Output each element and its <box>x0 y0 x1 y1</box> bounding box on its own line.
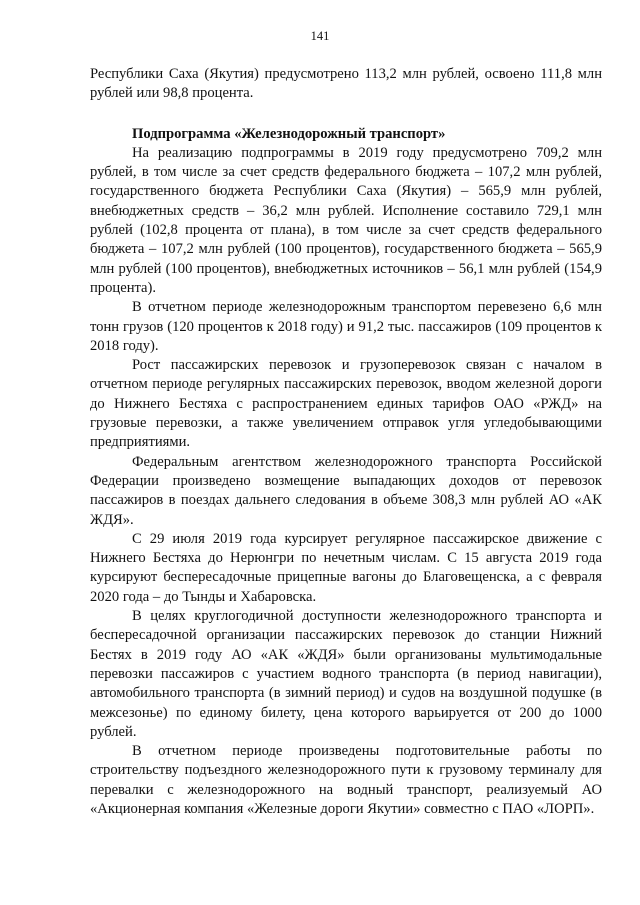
paragraph-federal-compensation: Федеральным агентством железнодорожного транспорта Российской Федерации произведено возмещение выпадающих доходов от перевозок пассажиров в поездах дальнего следования в объеме 308,3 млн рублей АО «АК ЖДЯ». <box>90 453 602 528</box>
document-body <box>90 65 602 819</box>
paragraph-train-schedule: С 29 июля 2019 года курсирует регулярное пассажирское движение с Нижнего Бестяха до Нерюнгри по нечетным числам. С 15 августа 2019 года курсируют беспересадочные прицепные вагоны до Благовещенска, а с февраля 2020 года – до Тынды и Хабаровска. <box>90 530 602 605</box>
paragraph-funding: На реализацию подпрограммы в 2019 году предусмотрено 709,2 млн рублей, в том числе за счет средств федерального бюджета – 107,2 млн рублей, государственного бюджета Республики Саха (Якутия) – 565,9 млн рублей, внебюджетных средств – 36,2 млн рублей. Исполнение составило 729,1 млн рублей (102,8 процента от плана), в том числе за счет средств федерального бюджета – 107,2 млн рублей (100 процентов), государственного бюджета – 565,9 млн рублей (100 процентов), внебюджетных источников – 56,1 млн рублей (154,9 процента). <box>90 144 602 296</box>
paragraph-preparatory-works: В отчетном периоде произведены подготовительные работы по строительству подъездного железнодорожного пути к грузовому терминалу для перевалки с железнодорожного на водный транспорт, реализуемый АО «Акционерная компания «Железные дороги Якутии» совместно с ПАО «ЛОРП». <box>90 743 602 817</box>
paragraph-growth-reasons: Рост пассажирских перевозок и грузоперевозок связан с началом в отчетном периоде регулярных пассажирских перевозок, вводом железной дороги до Нижнего Бестяха с распространением единых тарифов ОАО «РЖД» на грузовые перевозки, а также увеличением отправок угля угледобывающими предприятиями. <box>90 357 602 451</box>
page-number: 141 <box>310 29 330 43</box>
paragraph-freight-volume: В отчетном периоде железнодорожным транспортом перевезено 6,6 млн тонн грузов (120 процентов к 2018 году) и 91,2 тыс. пассажиров (109 процентов к 2018 году). <box>90 299 602 354</box>
paragraph-multimodal: В целях круглогодичной доступности железнодорожного транспорта и беспересадочной организации пассажирских перевозок до станции Нижний Бестях в 2019 году АО «АК «ЖДЯ» были организованы мультимодальные перевозки пассажиров с участием водного транспорта (в период навигации), автомобильного транспорта (в зимний период) и судов на воздушной подушке (в межсезонье) по единому билету, цена которого варьируется от 200 до 1000 рублей. <box>90 608 602 740</box>
intro-paragraph: Республики Саха (Якутия) предусмотрено 113,2 млн рублей, освоено 111,8 млн рублей или 98,8 процента. <box>90 66 602 102</box>
section-heading: Подпрограмма «Железнодорожный транспорт» <box>132 125 446 142</box>
